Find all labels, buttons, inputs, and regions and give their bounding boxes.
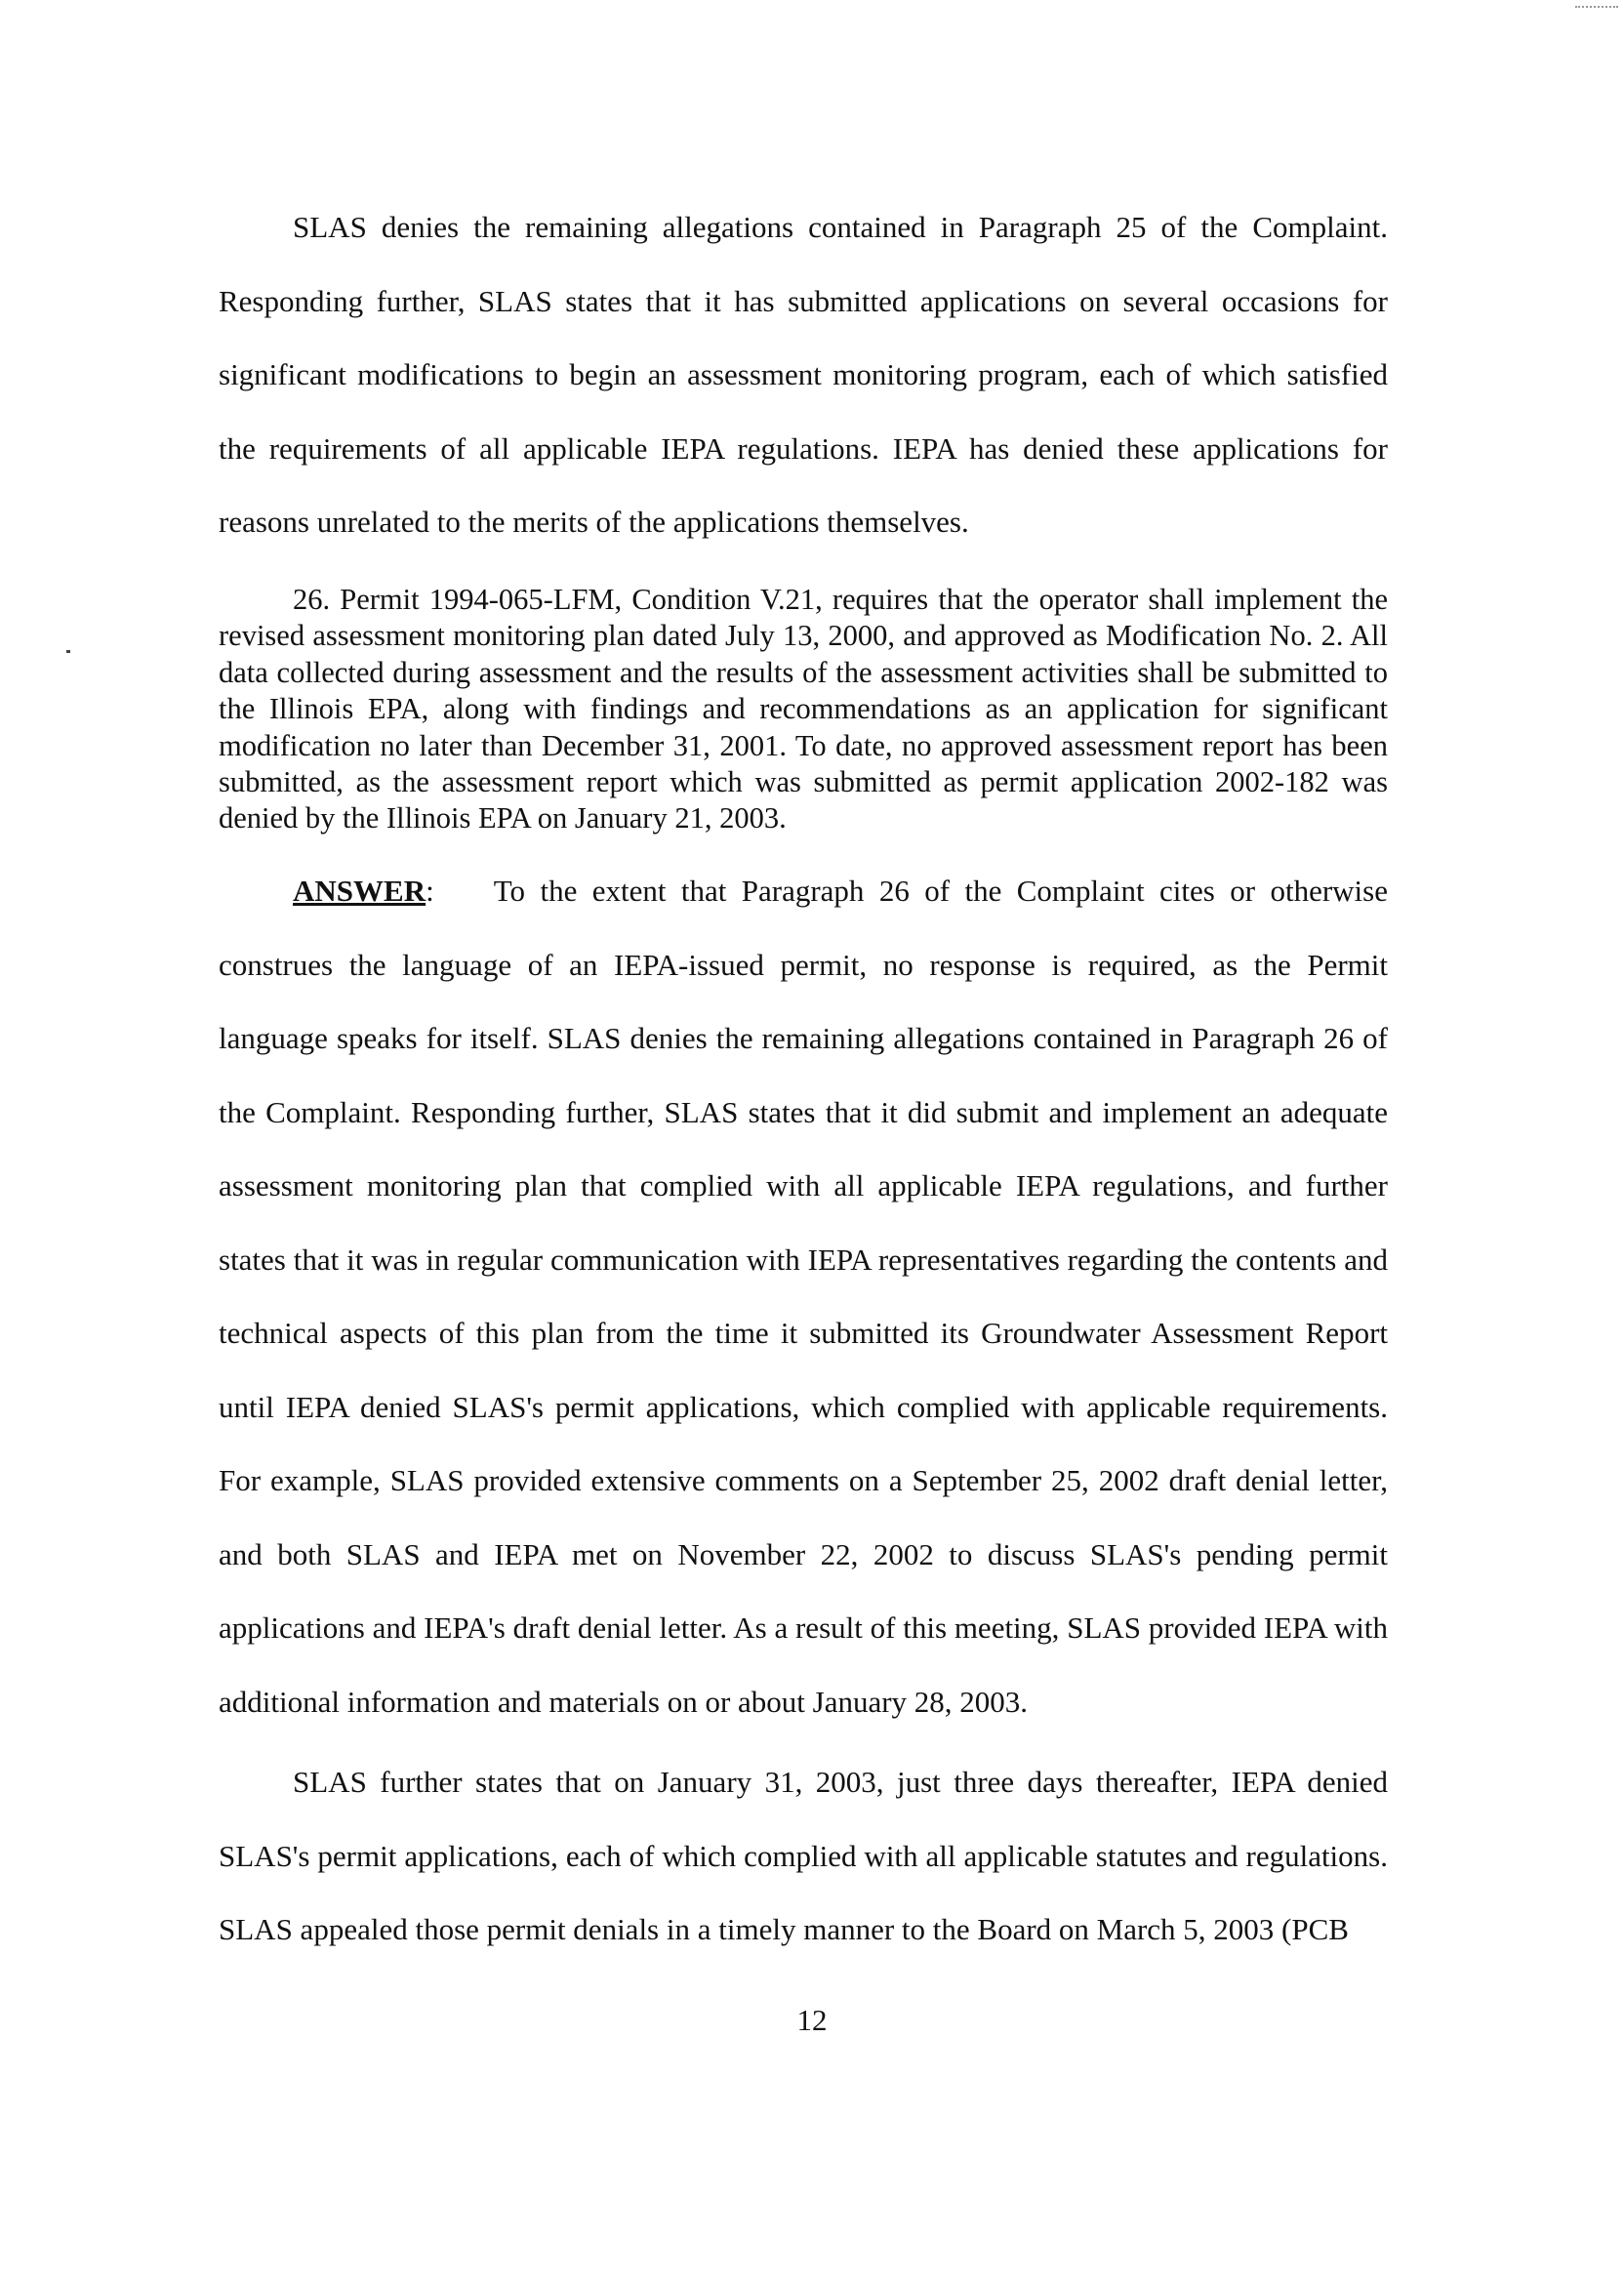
- answer-label: ANSWER: [293, 874, 426, 908]
- paragraph-denial-25: SLAS denies the remaining allegations contained in Paragraph 25 of the Complaint. Responding further, SLAS states that it has submitted applications on several occasions for significant modifications to begin an assessment monitoring program, each of which satisfied the requirements of all applicable IEPA regulations. IEPA has denied these applications for reasons unrelated to the merits of the applications themselves.: [219, 210, 1388, 539]
- margin-speck-mark: [66, 650, 70, 653]
- answer-colon: :: [426, 874, 434, 908]
- paragraph-answer-26: [219, 854, 1388, 1738]
- paragraph-allegation-26: 26. Permit 1994-065-LFM, Condition V.21, requires that the operator shall implement the revised assessment monitoring plan dated July 13, 2000, and approved as Modification No. 2. All data collected during assessment and the results of the assessment activities shall be submitted to the Illinois EPA, along with findings and recommendations as an application for significant modification no later than December 31, 2001. To date, no approved assessment report has been submitted, as the assessment report which was submitted as permit application 2002-182 was denied by the Illinois EPA on January 21, 2003.: [219, 583, 1388, 835]
- paragraph-further-states: SLAS further states that on January 31, 2003, just three days thereafter, IEPA denied SLAS's permit applications, each of which complied with all applicable statutes and regulations. SLAS appealed those permit denials in a timely manner to the Board on March 5, 2003 (PCB: [219, 1765, 1388, 1946]
- page-number: 12: [796, 2003, 828, 2037]
- answer-text: To the extent that Paragraph 26 of the Complaint cites or otherwise construes the language of an IEPA-issued permit, no response is required, as the Permit language speaks for itself. SLAS denies the remaining allegations contained in Paragraph 26 of the Complaint. Responding further, SLAS states that it did submit and implement an adequate assessment monitoring plan that complied with all applicable IEPA regulations, and further states that it was in regular communication with IEPA representatives regarding the contents and technical aspects of this plan from the time it submitted its Groundwater Assessment Report until IEPA denied SLAS's permit applications, which complied with applicable requirements. For example, SLAS provided extensive comments on a September 25, 2002 draft denial letter, and both SLAS and IEPA met on November 22, 2002 to discuss SLAS's pending permit applications and IEPA's draft denial letter. As a result of this meeting, SLAS provided IEPA with additional information and materials on or about January 28, 2003.: [219, 874, 1388, 1719]
- scan-speck-marks: [1575, 6, 1618, 10]
